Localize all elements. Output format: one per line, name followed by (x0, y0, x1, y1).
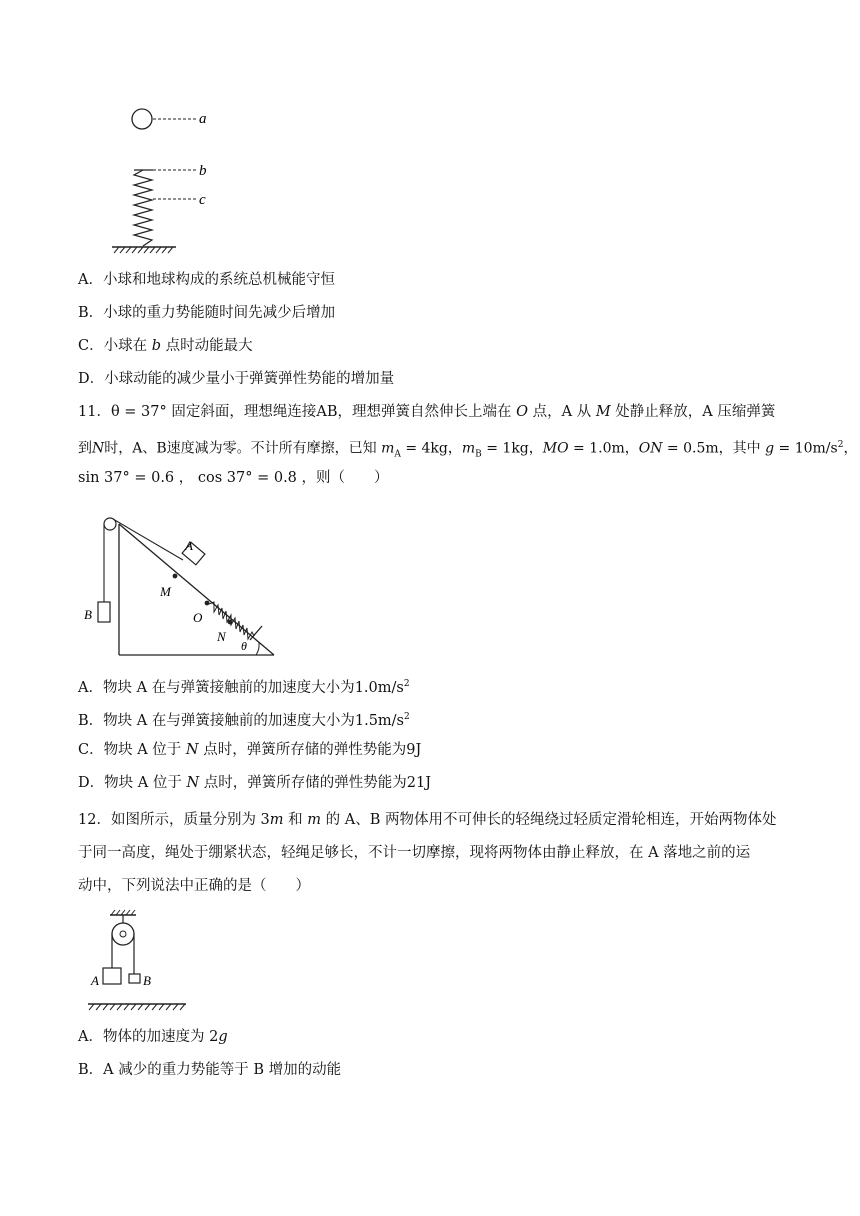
q12-option-a: A．物体的加速度为 2g (78, 1029, 228, 1045)
block-B (98, 602, 110, 622)
q12-stem-line-1: 12．如图所示，质量分别为 3m 和 m 的 A、B 两物体用不可伸长的轻绳绕过轻质定滑轮相连，开始两物体处 (78, 812, 777, 828)
point-M (173, 574, 178, 579)
label-M: M (160, 584, 171, 599)
q10-option-d: D．小球动能的减少量小于弹簧弹性势能的增加量 (78, 371, 395, 387)
label-b: b (199, 163, 207, 179)
spring-figure (110, 100, 220, 260)
mass-B (129, 974, 140, 983)
incline-slope (119, 524, 274, 655)
label-a: a (199, 111, 207, 127)
ceiling-hatch (111, 910, 135, 915)
q10-option-c: C．小球在 b 点时动能最大 (78, 338, 253, 354)
label-N: N (217, 629, 226, 644)
q12-stem-line-3: 动中，下列说法中正确的是（ ） (78, 878, 310, 894)
point-O (205, 601, 210, 606)
label-A: A (91, 973, 99, 988)
q11-stem-line-3: sin 37° = 0.6 ， cos 37° = 0.8 ，则（ ） (78, 470, 389, 486)
incline-spring (209, 602, 254, 639)
q10-option-b: B．小球的重力势能随时间先减少后增加 (78, 305, 336, 321)
label-B: B (143, 973, 151, 988)
label-B: B (84, 607, 92, 622)
q11-option-a: A．物块 A 在与弹簧接触前的加速度大小为$1.0m/s^2$ (78, 679, 410, 696)
q11-stem-line-2: 到N时，A、B速度减为零。不计所有摩擦，已知 $m_A = 4kg$，$m_B = 1kg$，MO = 1.0m，ON = 0.5m，其中 $g = 10m/s^2$， (78, 440, 858, 460)
ground-hatch (89, 1004, 185, 1010)
angle-arc (256, 643, 259, 655)
label-O: O (193, 610, 203, 625)
rope-to-A (113, 519, 183, 560)
incline-figure (78, 510, 288, 660)
q12-option-b: B．A 减少的重力势能等于 B 增加的动能 (78, 1062, 342, 1078)
spring-coil (134, 170, 152, 246)
ground-hatch (114, 247, 173, 253)
q12-stem-line-2: 于同一高度，绳处于绷紧状态，轻绳足够长，不计一切摩擦，现将两物体由静止释放，在 A 落地之前的运 (78, 845, 751, 861)
pulley-axle (120, 931, 126, 937)
label-A: A (185, 538, 193, 553)
q11-option-c: C．物块 A 位于 N 点时，弹簧所存储的弹性势能为9J (78, 742, 422, 758)
q11-option-d: D．物块 A 位于 N 点时，弹簧所存储的弹性势能为21J (78, 775, 432, 791)
q10-option-a: A．小球和地球构成的系统总机械能守恒 (78, 272, 335, 288)
q11-option-b: B．物块 A 在与弹簧接触前的加速度大小为$1.5m/s^2$ (78, 712, 410, 729)
label-theta: θ (241, 639, 247, 653)
pulley-figure (88, 905, 198, 1017)
q11-stem-line-1: 11．θ = 37° 固定斜面，理想绳连接AB，理想弹簧自然伸长上端在 O 点，A 从 M 处静止释放，A 压缩弹簧 (78, 404, 776, 420)
mass-A (103, 968, 121, 984)
ball (132, 109, 152, 129)
label-c: c (199, 192, 206, 208)
